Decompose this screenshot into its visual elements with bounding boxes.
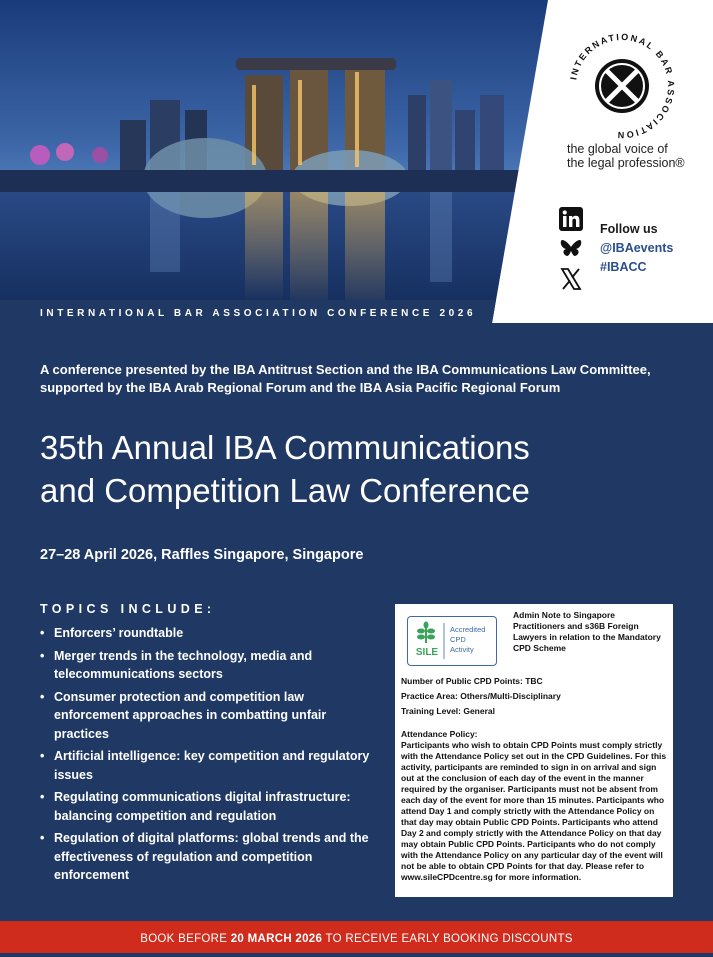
follow-block — [600, 220, 673, 277]
presented-by: A conference presented by the IBA Antitrust Section and the IBA Communications Law Committee, supported by the IBA Arab Regional Forum and the IBA Asia Pacific Regional Forum — [40, 362, 651, 395]
footer-prefix: BOOK BEFORE — [140, 933, 228, 945]
conference-title — [40, 426, 680, 512]
social-handle[interactable]: @IBAevents — [600, 241, 674, 255]
cpd-details — [401, 676, 667, 721]
badge-accredited: Accredited — [450, 625, 486, 634]
follow-heading: Follow us — [600, 222, 658, 236]
list-item: • Merger trends in the technology, media and telecommunications sectors — [40, 647, 375, 684]
list-item: • Artificial intelligence: key competition and regulatory issues — [40, 747, 375, 784]
linkedin-icon[interactable] — [558, 206, 584, 232]
singapore-skyline-photo — [0, 0, 548, 323]
list-item: • Regulation of digital platforms: global trends and the effectiveness of regulation and competition enforcement — [40, 829, 375, 885]
list-item: • Regulating communications digital infrastructure: balancing competition and regulation — [40, 788, 375, 825]
policy-text: Participants who wish to obtain CPD Points must comply strictly with the Attendance Policy set out in the CPD Guidelines. For this activity, participants are reminded to sign in on arrival and sign out at the conclusion of each day of the event in the manner required by the organiser. Participants must not be absent from each day of the event for more than 15 minutes. Participants who attend Day 1 and comply strictly with the Attendance Policy on that day may obtain Public CPD Points. Participants who attend Day 2 and comply strictly with the Attendance Policy on that day may obtain Public CPD Points. Participants who do not comply with the Attendance Policy on any particular day of the event will not be able to obtain CPD Points for that day. Please refer to www.sileCPDcentre.sg for more information. — [401, 740, 667, 882]
x-icon[interactable] — [558, 266, 584, 292]
conference-banner: INTERNATIONAL BAR ASSOCIATION CONFERENCE 2026 — [40, 308, 477, 319]
logo-tagline — [567, 142, 707, 170]
early-booking-banner[interactable] — [0, 921, 713, 953]
cpd-training-level: Training Level: General — [401, 706, 496, 716]
list-item: • Enforcers’ roundtable — [40, 624, 375, 643]
cpd-points: Number of Public CPD Points: TBC — [401, 676, 543, 686]
attendance-policy — [401, 729, 667, 883]
policy-heading: Attendance Policy: — [401, 729, 478, 739]
cpd-note: Admin Note to Singapore Practitioners and s36B Foreign Lawyers in relation to the Mandatory CPD Scheme — [513, 610, 661, 653]
title-line-2: and Competition Law Conference — [40, 472, 530, 509]
topics-list — [40, 624, 375, 889]
footer-date: 20 MARCH 2026 — [230, 933, 323, 945]
tagline-line-2: the legal profession® — [567, 156, 685, 170]
tagline-line-1: the global voice of — [567, 142, 668, 156]
hero — [0, 0, 713, 323]
butterfly-icon[interactable] — [558, 236, 584, 262]
title-line-1: 35th Annual IBA Communications — [40, 429, 530, 466]
badge-sile: SILE — [415, 647, 439, 658]
topics-heading: TOPICS INCLUDE: — [40, 602, 216, 616]
cpd-admin-note — [395, 604, 673, 897]
sile-accredited-badge — [407, 616, 497, 666]
badge-activity: Activity — [450, 645, 474, 654]
footer-suffix: TO RECEIVE EARLY BOOKING DISCOUNTS — [325, 933, 573, 945]
badge-cpd: CPD — [450, 635, 466, 644]
logo-ring-text: INTERNATIONAL BAR ASSOCIATION — [568, 31, 677, 141]
iba-logo — [562, 26, 682, 146]
list-item: • Consumer protection and competition law enforcement approaches in combatting unfair practices — [40, 688, 375, 744]
event-dates: 27–28 April 2026, Raffles Singapore, Singapore — [40, 547, 364, 563]
cpd-practice-area: Practice Area: Others/Multi-Disciplinary — [401, 691, 561, 701]
social-hashtag[interactable]: #IBACC — [600, 260, 647, 274]
